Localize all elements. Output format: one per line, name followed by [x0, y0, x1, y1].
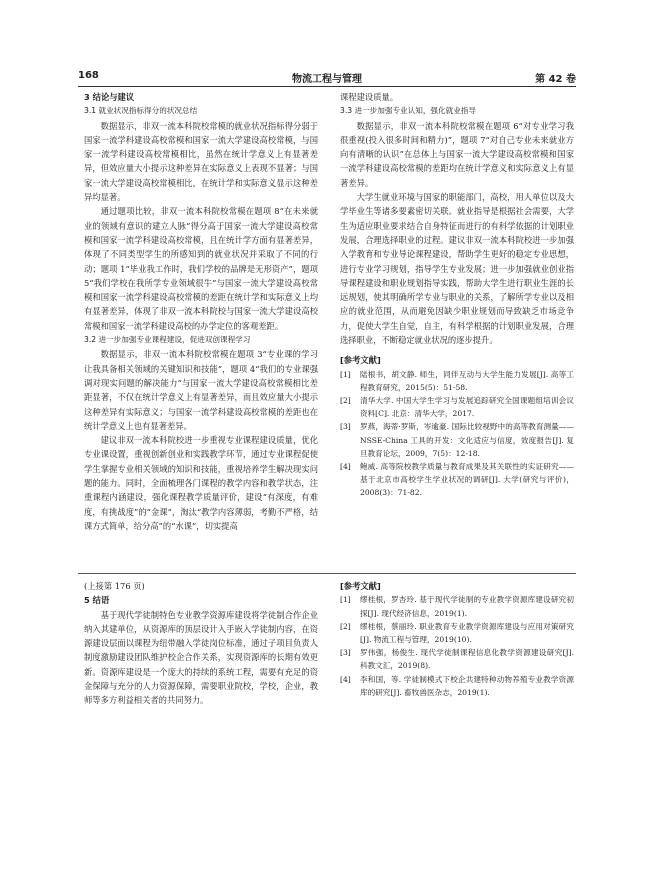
- page-header: [78, 70, 576, 84]
- bottom-right-column: [340, 579, 574, 699]
- reference-item: [340, 394, 574, 420]
- reference-number: [1]: [340, 369, 351, 379]
- reference-number: [3]: [340, 648, 351, 658]
- subsection-heading-3-3: 3.3 进一步加强专业认知，强化就业指导: [340, 106, 476, 116]
- paragraph: 数据显示，非双一流本科院校常模的就业状况指标得分弱于国家一流学科建设高校常模和国家一流大学建设高校常模，与国家一流学科建设高校常模相比，虽然在统计学意义上有显著差异，但效应量大小提示这种差异在实际意义上表现不显著；与国家一流大学建设高校常模相比，在统计学和实际意义显示这种差异均显著。: [84, 120, 318, 203]
- continuation-note: (上接第 176 页): [84, 581, 145, 591]
- reference-item: [340, 620, 574, 646]
- reference-number: [3]: [340, 422, 351, 432]
- reference-item: [340, 673, 574, 699]
- reference-number: [2]: [340, 396, 351, 406]
- paragraph: 通过题项比较，非双一流本科院校常模在题项 8“在未来就业的领域有意识的建立人脉”得分高于国家一流大学建设高校常模和国家一流学科建设高校常模，且在统计学方面有显著差异，体现了不同类型学生的所感知到的就业状况并采取了不同的行动；题项 1“毕业我工作时，我们学校的品牌是无形资产”，题项 5“我们学校在我所学专业领域很牛”与国家一流大学建设高校常模和国家一流学科建设高校常模的差距在统计学和实际意义上均有显著差异，体现了非双一流本科院校与国家一流大学建设高校常模和国家一流学科建设高校的办学定位的客观差距。: [84, 206, 318, 331]
- bottom-left-column: [84, 579, 318, 708]
- paragraph: 大学生就业环境与国家的职能部门，高校，用人单位以及大学毕业生等诸多要素密切关联。就业指导是根据社会需要，大学生为适应职业要求结合自身特征而进行的有科学依据的计划职业发展，合理选择职业的过程。建议非双一流本科院校进一步加强入学教育和专业导论课程建设，帮助学生更好的稳定专业思想，进行专业学习规划，指导学生专业发展；进一步加强就业创业指导课程建设和职业规划指导实践，帮助大学生进行职业生涯的长远规划，使其明确所学专业与职业的关系，了解所学专业以及相应的就业范围，从而避免因缺少职业规划而导致缺乏市场竞争力，促使大学生自觉，自主，有科学根据的计划职业发展，合理选择职业，不断稳定就业状况的逐步提升。: [340, 192, 574, 346]
- header-rule: [78, 86, 576, 87]
- reference-item: [340, 460, 574, 500]
- section-heading-conclusion: 5 结语: [84, 595, 110, 606]
- reference-number: [1]: [340, 595, 351, 605]
- journal-title: 物流工程与管理: [292, 74, 362, 85]
- reference-number: [2]: [340, 621, 351, 631]
- references-heading: [参考文献]: [340, 355, 381, 366]
- reference-item: [340, 420, 574, 460]
- reference-item: [340, 646, 574, 672]
- paragraph: 建议非双一流本科院校进一步重视专业课程建设质量，优化专业课设置，重视创新创业和实践教学环节，通过专业课程促使学生掌握专业相关领域的知识和技能，重视培养学生解决现实问题的能力。同时，全面梳理各门课程的教学内容和教学状态，注重课程内涵建设，强化课程教学质量评价，建设“有深度，有难度，有挑战度”的“金课”，淘汰“教学内容薄弱，考勤不严格，结课方式简单，给分高”的“水课”，切实提高: [84, 435, 318, 531]
- page-number: 168: [78, 70, 99, 81]
- reference-text: 李和国，等. 学徒制模式下校企共建特种动物养殖专业教学资源库的研究[J]. 畜牧兽医杂志，2019(1).: [360, 674, 574, 697]
- reference-text: 鲍威. 高等院校教学质量与教育成果及其关联性的实证研究——基于北京市高校学生学业状况的调研[J]. 大学(研究与评价)，2008(3)：71-82.: [360, 462, 574, 498]
- reference-text: 罗燕，海蒂·罗斯，岑逾豪. 国际比较视野中的高等教育测量——NSSE-China 工具的开发：文化适应与信度，效度报告[J]. 复旦教育论坛，2009，7(5)：12-18.: [360, 422, 574, 458]
- volume-label: 第 42 卷: [535, 74, 576, 85]
- top-left-column: [84, 90, 318, 533]
- section-divider: [78, 573, 576, 574]
- reference-item: [340, 368, 574, 394]
- reference-text: 清华大学. 中国大学生学习与发展追踪研究全国课题组培训会议资料[C]. 北京：清华大学，2017.: [360, 396, 574, 419]
- reference-text: 罗伟强，杨俊生. 现代学徒制课程信息化教学资源建设研究[J]. 科教文汇，2019(8).: [360, 648, 574, 671]
- top-right-column: [340, 90, 574, 500]
- paragraph: 数据显示，非双一流本科院校常模在题项 3“专业课的学习让我具备相关领域的关键知识和技能”，题项 4“我们的专业课强调对现实问题的解决能力”与国家一流大学建设高校常模相比差距显著，不仅在统计学意义上有显著差异，而且效应量大小提示这种差异有实际意义；与国家一流学科建设高校常模的差距也在统计学意义上也有显著差异。: [84, 349, 318, 431]
- reference-text: 缪桂根，蔡丽玲. 职业教育专业教学资源库建设与应用对策研究[J]. 物流工程与管理，2019(10).: [360, 621, 574, 644]
- reference-number: [4]: [340, 674, 351, 684]
- subsection-heading-3-1: 3.1 就业状况指标得分的状况总结: [84, 106, 198, 116]
- reference-number: [4]: [340, 462, 351, 472]
- paragraph: 基于现代学徒制特色专业教学资源库建设将学徒制合作企业纳入其建单位，从资源库的顶层设计入手嵌入学徒制内容，在资源建设层面以课程为纽带融入学徒岗位标准，通过子项目负责人制度激励建设团队维护校企合作关系，实现资源库的长期有效更新。资源库建设是一个庞大的持续的系统工程，需要有充足的资金保障与充分的人力资源保障，需要职业院校，学校，企业，教师等多方利益相关者的共同努力。: [84, 609, 318, 706]
- paragraph-continuation: 课程建设质量。: [340, 92, 399, 102]
- reference-item: [340, 593, 574, 619]
- reference-text: 陆根书，胡文静. 师生，同伴互动与大学生能力发展[J]. 高等工程教育研究，2015(5)：51-58.: [360, 369, 574, 392]
- paragraph: 数据显示，非双一流本科院校常模在题项 6“对专业学习我很重视(投入很多时间和精力)”，题项 7“对自己专业未来就业方向有清晰的认识”在总体上与国家一流大学建设高校常模和国家一流学科建设高校常模的差距均在统计学意义和实际意义上有显著差异。: [340, 120, 574, 188]
- subsection-heading-3-2: 3.2 进一步加强专业课程建设，促进双创课程学习: [84, 335, 251, 345]
- references-heading: [参考文献]: [340, 581, 381, 591]
- section-heading-conclusions: 3 结论与建议: [84, 92, 135, 102]
- reference-text: 缪桂根，罗杏玲. 基于现代学徒制的专业教学资源库建设研究初探[J]. 现代经济信息，2019(1).: [360, 595, 574, 618]
